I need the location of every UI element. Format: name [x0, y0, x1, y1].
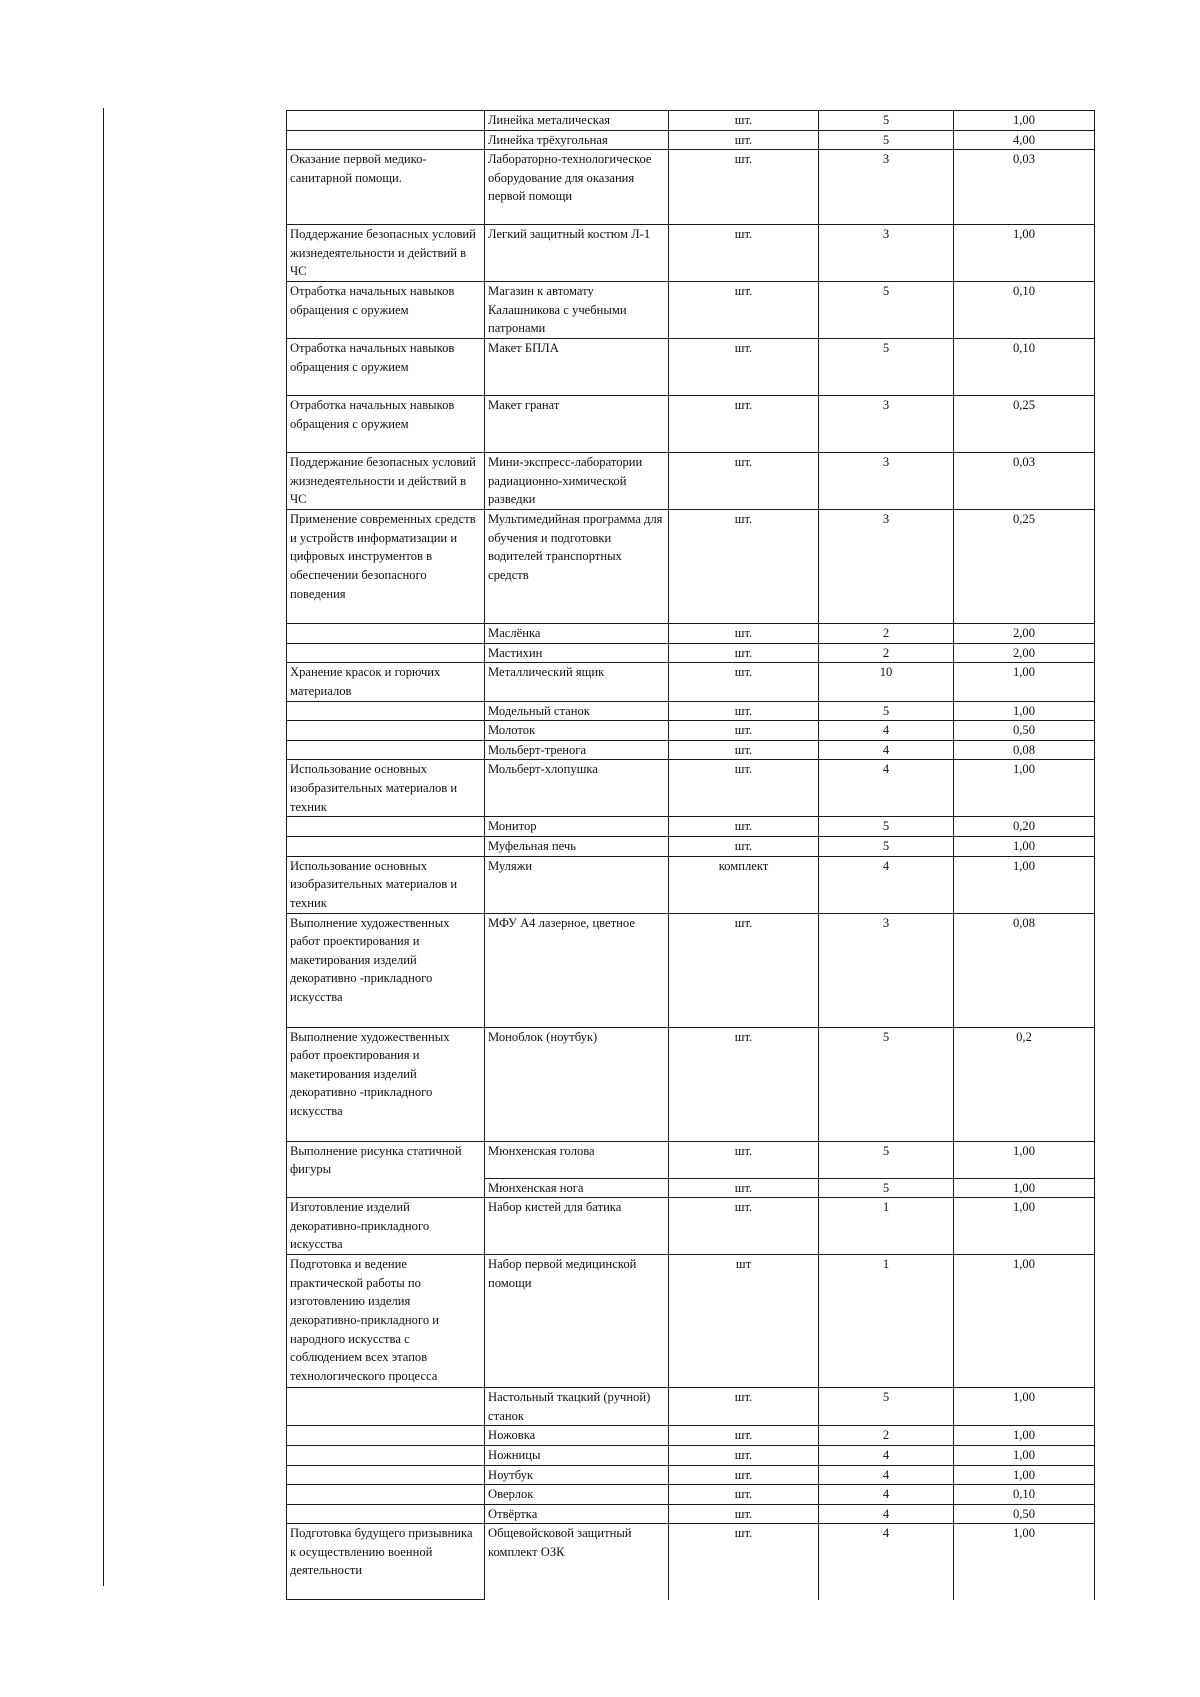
purpose-cell: Отработка начальных навыков обращения с оружием [287, 396, 485, 453]
quantity-cell: 5 [819, 282, 954, 339]
unit-cell: шт. [669, 701, 819, 721]
quantity-cell: 5 [819, 339, 954, 396]
table-row [287, 663, 1095, 701]
unit-cell: шт. [669, 624, 819, 644]
table-row [287, 1255, 1095, 1388]
coefficient-cell: 0,50 [954, 1504, 1095, 1524]
item-name-cell: Ножовка [485, 1426, 669, 1446]
item-name-cell: Лабораторно-технологическое оборудование для оказания первой помощи [485, 150, 669, 225]
coefficient-cell: 0,10 [954, 282, 1095, 339]
item-name-cell: Металлический ящик [485, 663, 669, 701]
quantity-cell: 2 [819, 624, 954, 644]
coefficient-cell: 1,00 [954, 225, 1095, 282]
table-row [287, 1198, 1095, 1255]
unit-cell: шт. [669, 760, 819, 817]
table-row [287, 225, 1095, 282]
purpose-cell [287, 624, 485, 644]
purpose-cell [287, 1504, 485, 1524]
item-name-cell: Ножницы [485, 1445, 669, 1465]
table-row [287, 836, 1095, 856]
coefficient-cell: 1,00 [954, 1465, 1095, 1485]
purpose-cell: Выполнение художественных работ проектирования и макетирования изделий декоративно -прикладного искусства [287, 913, 485, 1027]
unit-cell: шт. [669, 1027, 819, 1141]
quantity-cell: 2 [819, 1426, 954, 1446]
quantity-cell: 4 [819, 1524, 954, 1600]
unit-cell: шт. [669, 130, 819, 150]
table-row [287, 817, 1095, 837]
item-name-cell: Молоток [485, 721, 669, 741]
purpose-cell: Отработка начальных навыков обращения с оружием [287, 339, 485, 396]
purpose-cell [287, 1445, 485, 1465]
coefficient-cell: 1,00 [954, 1255, 1095, 1388]
table-row [287, 701, 1095, 721]
item-name-cell: Линейка металическая [485, 111, 669, 131]
purpose-cell: Использование основных изобразительных материалов и техник [287, 760, 485, 817]
table-row [287, 339, 1095, 396]
unit-cell: шт. [669, 1504, 819, 1524]
purpose-cell: Выполнение рисунка статичной фигуры [287, 1141, 485, 1198]
unit-cell: шт. [669, 1445, 819, 1465]
table-row [287, 1504, 1095, 1524]
coefficient-cell: 0,2 [954, 1027, 1095, 1141]
quantity-cell: 5 [819, 701, 954, 721]
quantity-cell: 3 [819, 913, 954, 1027]
purpose-cell [287, 1388, 485, 1426]
purpose-cell [287, 701, 485, 721]
coefficient-cell: 0,10 [954, 339, 1095, 396]
item-name-cell: Общевойсковой защитный комплект ОЗК [485, 1524, 669, 1600]
unit-cell: шт. [669, 1388, 819, 1426]
coefficient-cell: 0,25 [954, 396, 1095, 453]
table-row [287, 856, 1095, 913]
purpose-cell [287, 836, 485, 856]
coefficient-cell: 0,08 [954, 740, 1095, 760]
coefficient-cell: 1,00 [954, 701, 1095, 721]
item-name-cell: Мультимедийная программа для обучения и подготовки водителей транспортных средств [485, 510, 669, 624]
coefficient-cell: 1,00 [954, 1388, 1095, 1426]
table-row [287, 1465, 1095, 1485]
table-row [287, 624, 1095, 644]
unit-cell: шт. [669, 282, 819, 339]
quantity-cell: 10 [819, 663, 954, 701]
item-name-cell: Муляжи [485, 856, 669, 913]
purpose-cell [287, 1426, 485, 1446]
unit-cell: шт [669, 1255, 819, 1388]
coefficient-cell: 1,00 [954, 1524, 1095, 1600]
quantity-cell: 3 [819, 510, 954, 624]
item-name-cell: Мастихин [485, 643, 669, 663]
item-name-cell: Мюнхенская голова [485, 1141, 669, 1178]
purpose-cell: Использование основных изобразительных материалов и техник [287, 856, 485, 913]
quantity-cell: 1 [819, 1198, 954, 1255]
item-name-cell: Магазин к автомату Калашникова с учебными патронами [485, 282, 669, 339]
item-name-cell: Монитор [485, 817, 669, 837]
table-row [287, 740, 1095, 760]
coefficient-cell: 1,00 [954, 1445, 1095, 1465]
coefficient-cell: 1,00 [954, 1178, 1095, 1198]
quantity-cell: 4 [819, 721, 954, 741]
purpose-cell: Применение современных средств и устройств информатизации и цифровых инструментов в обеспечении безопасного поведения [287, 510, 485, 624]
table-row [287, 453, 1095, 510]
item-name-cell: Легкий защитный костюм Л-1 [485, 225, 669, 282]
table-row [287, 130, 1095, 150]
coefficient-cell: 1,00 [954, 663, 1095, 701]
item-name-cell: Макет гранат [485, 396, 669, 453]
coefficient-cell: 1,00 [954, 836, 1095, 856]
purpose-cell: Подготовка будущего призывника к осуществлению военной деятельности [287, 1524, 485, 1600]
purpose-cell [287, 1465, 485, 1485]
item-name-cell: Мюнхенская нога [485, 1178, 669, 1198]
table-row [287, 1445, 1095, 1465]
coefficient-cell: 0,10 [954, 1485, 1095, 1505]
item-name-cell: Мини-экспресс-лаборатории радиационно-химической разведки [485, 453, 669, 510]
table-row [287, 913, 1095, 1027]
coefficient-cell: 0,50 [954, 721, 1095, 741]
unit-cell: шт. [669, 1426, 819, 1446]
item-name-cell: Мольберт-хлопушка [485, 760, 669, 817]
quantity-cell: 4 [819, 1465, 954, 1485]
purpose-cell: Поддержание безопасных условий жизнедеятельности и действий в ЧС [287, 453, 485, 510]
quantity-cell: 2 [819, 643, 954, 663]
coefficient-cell: 1,00 [954, 111, 1095, 131]
table-row [287, 396, 1095, 453]
table-row [287, 510, 1095, 624]
purpose-cell [287, 1485, 485, 1505]
coefficient-cell: 4,00 [954, 130, 1095, 150]
purpose-cell [287, 130, 485, 150]
quantity-cell: 5 [819, 817, 954, 837]
purpose-cell: Поддержание безопасных условий жизнедеятельности и действий в ЧС [287, 225, 485, 282]
quantity-cell: 5 [819, 836, 954, 856]
quantity-cell: 5 [819, 1388, 954, 1426]
quantity-cell: 4 [819, 760, 954, 817]
quantity-cell: 5 [819, 111, 954, 131]
unit-cell: шт. [669, 913, 819, 1027]
quantity-cell: 4 [819, 740, 954, 760]
purpose-cell [287, 721, 485, 741]
table-row [287, 1388, 1095, 1426]
quantity-cell: 4 [819, 1485, 954, 1505]
coefficient-cell: 2,00 [954, 643, 1095, 663]
table-row [287, 643, 1095, 663]
purpose-cell: Хранение красок и горючих материалов [287, 663, 485, 701]
unit-cell: шт. [669, 721, 819, 741]
purpose-cell [287, 643, 485, 663]
unit-cell: шт. [669, 836, 819, 856]
coefficient-cell: 0,25 [954, 510, 1095, 624]
table-row [287, 282, 1095, 339]
coefficient-cell: 2,00 [954, 624, 1095, 644]
unit-cell: шт. [669, 111, 819, 131]
quantity-cell: 3 [819, 150, 954, 225]
unit-cell: шт. [669, 1465, 819, 1485]
table-row [287, 150, 1095, 225]
quantity-cell: 4 [819, 1504, 954, 1524]
unit-cell: шт. [669, 663, 819, 701]
purpose-cell: Подготовка и ведение практической работы по изготовлению изделия декоративно-прикладного и народного искусства с соблюдением всех этапов технологического процесса [287, 1255, 485, 1388]
unit-cell: шт. [669, 1141, 819, 1178]
item-name-cell: МФУ А4 лазерное, цветное [485, 913, 669, 1027]
purpose-cell: Оказание первой медико-санитарной помощи. [287, 150, 485, 225]
quantity-cell: 5 [819, 130, 954, 150]
unit-cell: шт. [669, 1524, 819, 1600]
table-row [287, 111, 1095, 131]
purpose-cell [287, 111, 485, 131]
quantity-cell: 3 [819, 225, 954, 282]
unit-cell: шт. [669, 643, 819, 663]
item-name-cell: Модельный станок [485, 701, 669, 721]
quantity-cell: 4 [819, 1445, 954, 1465]
table-row [287, 1485, 1095, 1505]
unit-cell: шт. [669, 1485, 819, 1505]
table-row [287, 760, 1095, 817]
table-row [287, 1027, 1095, 1141]
quantity-cell: 1 [819, 1255, 954, 1388]
item-name-cell: Моноблок (ноутбук) [485, 1027, 669, 1141]
purpose-cell: Выполнение художественных работ проектирования и макетирования изделий декоративно -прикладного искусства [287, 1027, 485, 1141]
unit-cell: шт. [669, 150, 819, 225]
quantity-cell: 3 [819, 453, 954, 510]
coefficient-cell: 0,03 [954, 453, 1095, 510]
unit-cell: шт. [669, 1178, 819, 1198]
unit-cell: шт. [669, 740, 819, 760]
item-name-cell: Отвёртка [485, 1504, 669, 1524]
purpose-cell: Отработка начальных навыков обращения с оружием [287, 282, 485, 339]
unit-cell: шт. [669, 817, 819, 837]
purpose-cell: Изготовление изделий декоративно-прикладного искусства [287, 1198, 485, 1255]
item-name-cell: Маслёнка [485, 624, 669, 644]
unit-cell: комплект [669, 856, 819, 913]
item-name-cell: Макет БПЛА [485, 339, 669, 396]
item-name-cell: Оверлок [485, 1485, 669, 1505]
quantity-cell: 5 [819, 1141, 954, 1178]
quantity-cell: 5 [819, 1178, 954, 1198]
unit-cell: шт. [669, 339, 819, 396]
unit-cell: шт. [669, 453, 819, 510]
coefficient-cell: 0,20 [954, 817, 1095, 837]
unit-cell: шт. [669, 396, 819, 453]
purpose-cell [287, 817, 485, 837]
item-name-cell: Набор первой медицинской помощи [485, 1255, 669, 1388]
quantity-cell: 4 [819, 856, 954, 913]
table-row [287, 1426, 1095, 1446]
table-row [287, 721, 1095, 741]
equipment-table [286, 110, 1095, 1600]
coefficient-cell: 1,00 [954, 856, 1095, 913]
item-name-cell: Настольный ткацкий (ручной) станок [485, 1388, 669, 1426]
table-row [287, 1141, 1095, 1178]
left-margin-rule [103, 108, 104, 1586]
coefficient-cell: 0,08 [954, 913, 1095, 1027]
purpose-cell [287, 740, 485, 760]
coefficient-cell: 1,00 [954, 1141, 1095, 1178]
item-name-cell: Линейка трёхугольная [485, 130, 669, 150]
quantity-cell: 3 [819, 396, 954, 453]
coefficient-cell: 1,00 [954, 1198, 1095, 1255]
unit-cell: шт. [669, 510, 819, 624]
coefficient-cell: 1,00 [954, 1426, 1095, 1446]
item-name-cell: Ноутбук [485, 1465, 669, 1485]
item-name-cell: Набор кистей для батика [485, 1198, 669, 1255]
item-name-cell: Муфельная печь [485, 836, 669, 856]
unit-cell: шт. [669, 225, 819, 282]
quantity-cell: 5 [819, 1027, 954, 1141]
coefficient-cell: 1,00 [954, 760, 1095, 817]
coefficient-cell: 0,03 [954, 150, 1095, 225]
unit-cell: шт. [669, 1198, 819, 1255]
item-name-cell: Мольберт-тренога [485, 740, 669, 760]
table-row [287, 1524, 1095, 1600]
